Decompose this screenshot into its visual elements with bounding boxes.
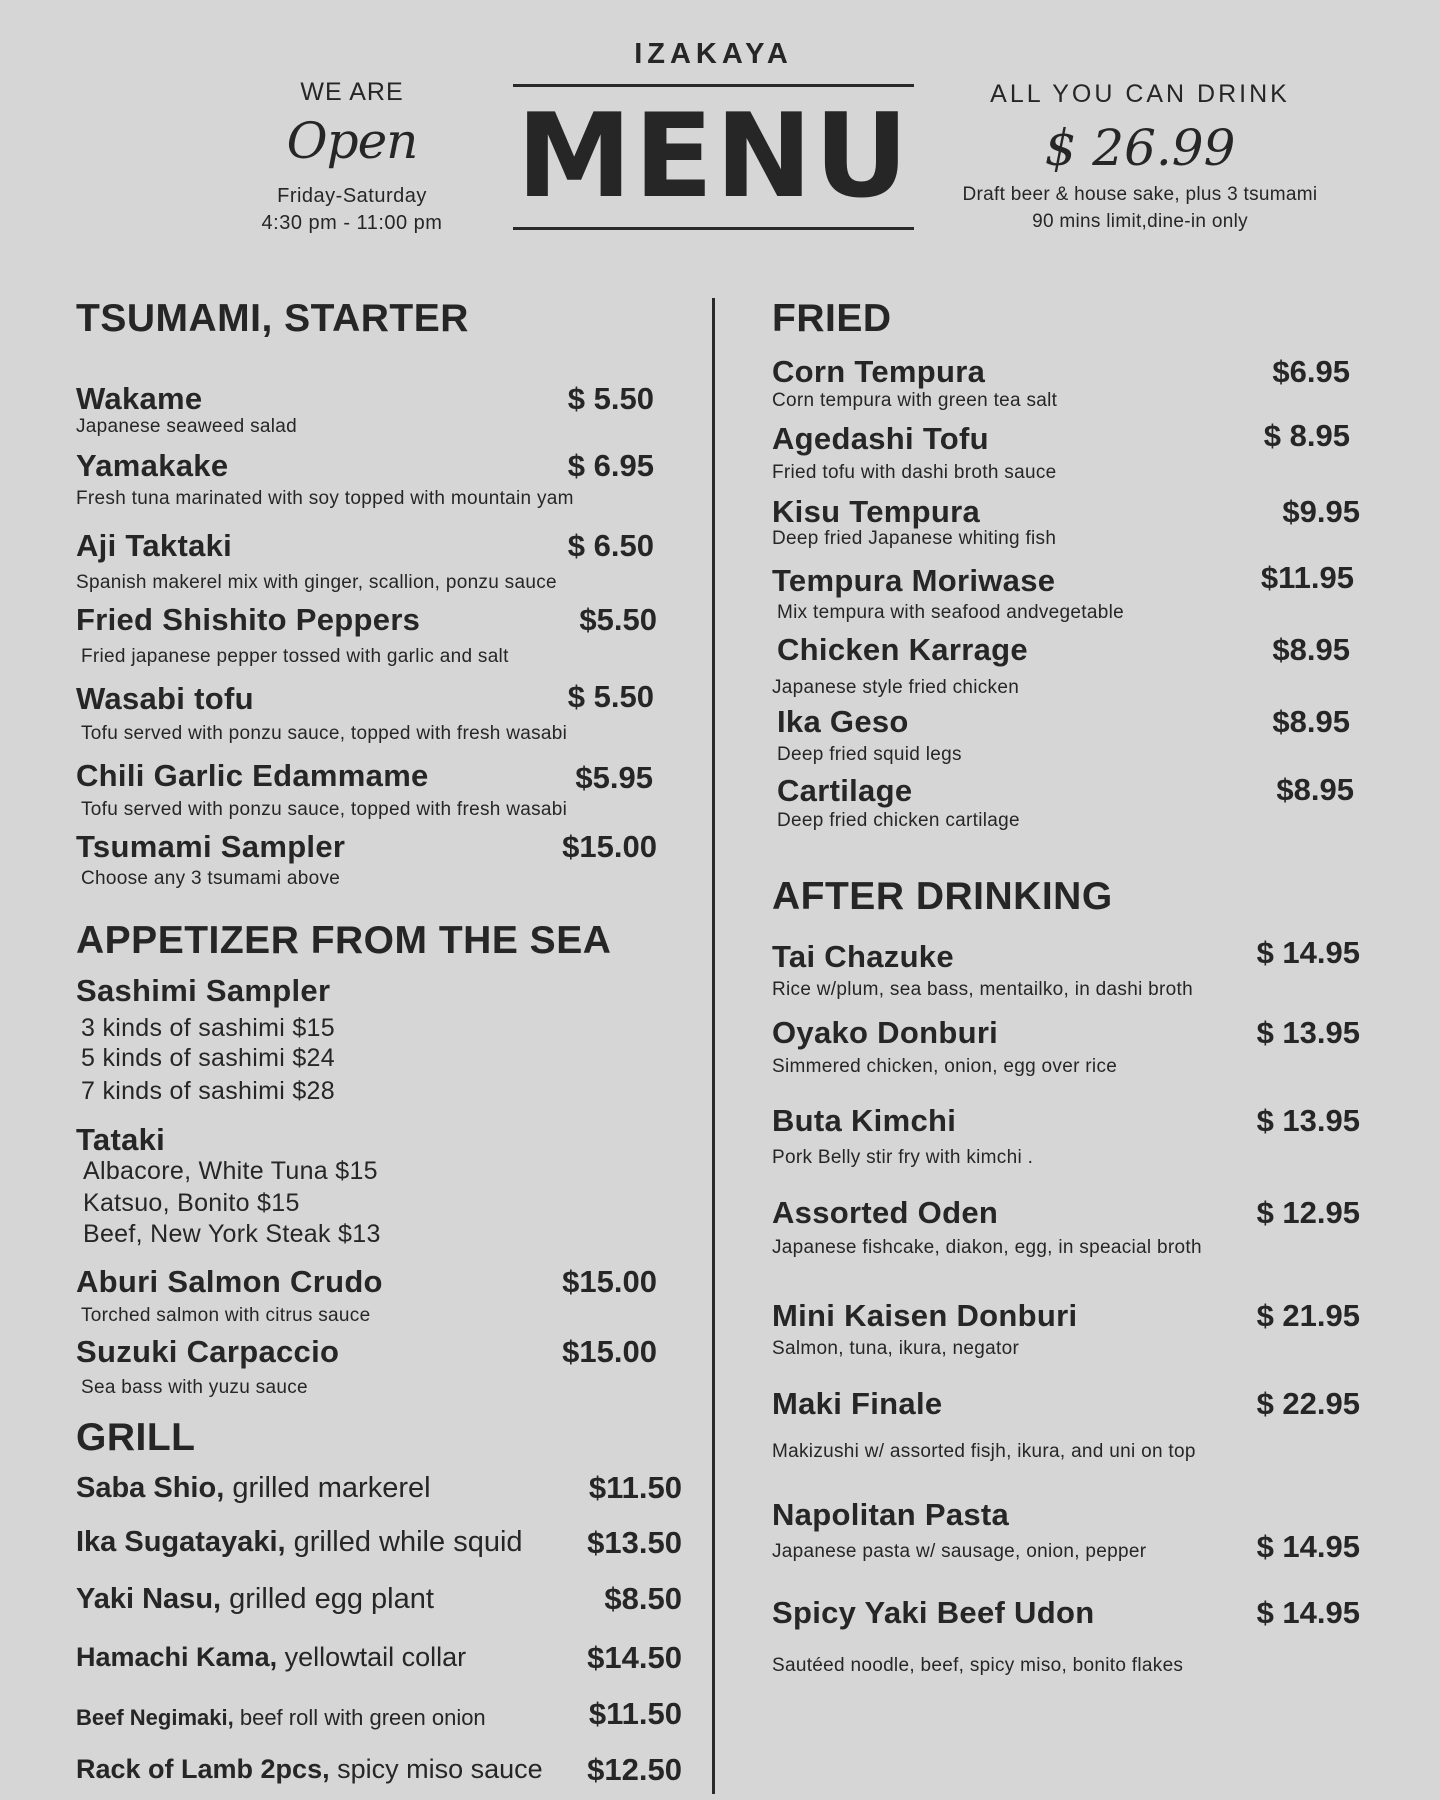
menu-item-price: $ 5.50 (567, 679, 654, 714)
menu-item-name: Assorted Oden (772, 1195, 999, 1230)
menu-item-name: Spicy Yaki Beef Udon (772, 1595, 1095, 1630)
grill-item-desc: grilled egg plant (221, 1583, 434, 1615)
grill-item-desc: grilled while squid (285, 1526, 523, 1558)
menu-item-name: Chicken Karrage (777, 632, 1028, 667)
menu-item-price: $6.95 (1272, 354, 1350, 389)
menu-item-name: Wakame (76, 381, 203, 416)
menu-item-desc: Rice w/plum, sea bass, mentailko, in dashi broth (772, 979, 1193, 1000)
grill-item-desc: spicy miso sauce (329, 1754, 543, 1784)
menu-item-name: Ika Geso (777, 704, 909, 739)
menu-item-name: Tsumami Sampler (76, 829, 346, 864)
menu-item-price: $8.95 (1272, 632, 1350, 667)
menu-item-name: Aji Taktaki (76, 528, 233, 563)
grill-item (76, 1752, 543, 1786)
page-title: MENU (516, 89, 911, 224)
menu-item-price: $8.95 (1276, 772, 1354, 807)
grill-item-desc: grilled markerel (224, 1472, 431, 1504)
menu-item-price: $ 6.95 (567, 448, 654, 483)
menu-item-price: $ 13.95 (1256, 1103, 1360, 1138)
grill-item (76, 1525, 523, 1559)
menu-item-desc: Fried tofu with dashi broth sauce (772, 462, 1057, 483)
grill-item-desc: beef roll with green onion (233, 1705, 486, 1730)
menu-item-desc: Sea bass with yuzu sauce (81, 1377, 308, 1398)
menu-item-price: $ 22.95 (1256, 1386, 1360, 1421)
menu-item-name: Aburi Salmon Crudo (76, 1264, 383, 1299)
sashimi-option: 3 kinds of sashimi $15 (81, 1014, 335, 1042)
menu-item-name: Sashimi Sampler (76, 973, 331, 1008)
grill-item-name: Hamachi Kama, (76, 1642, 278, 1672)
menu-item-desc: Japanese seaweed salad (76, 416, 298, 437)
open-script: Open (286, 112, 418, 170)
menu-item-name: Tataki (76, 1122, 166, 1157)
menu-item-price: $9.95 (1282, 494, 1360, 529)
title-block (513, 38, 914, 230)
sashimi-option: 7 kinds of sashimi $28 (81, 1077, 335, 1105)
aycd-desc-1: Draft beer & house sake, plus 3 tsumami (962, 184, 1318, 205)
menu-item-price: $ 6.50 (567, 528, 654, 563)
menu-item-name: Tempura Moriwase (772, 563, 1056, 598)
menu-item-price: $5.95 (575, 760, 653, 795)
menu-item-name: Kisu Tempura (772, 494, 981, 529)
grill-item (76, 1582, 434, 1616)
menu-item-desc: Deep fried chicken cartilage (777, 810, 1020, 831)
grill-item (76, 1701, 486, 1735)
tataki-option: Beef, New York Steak $13 (83, 1220, 381, 1248)
menu-item-price: $ 14.95 (1256, 1595, 1360, 1630)
menu-item-name: Mini Kaisen Donburi (772, 1298, 1078, 1333)
grill-item (76, 1471, 431, 1505)
menu-item-price: $11.50 (588, 1696, 682, 1731)
tataki-option: Katsuo, Bonito $15 (83, 1189, 300, 1217)
menu-item-price: $ 21.95 (1256, 1298, 1360, 1333)
title-rule-bottom (513, 227, 914, 230)
menu-item-desc: Tofu served with ponzu sauce, topped with fresh wasabi (81, 799, 568, 820)
menu-item-desc: Deep fried squid legs (777, 744, 962, 765)
menu-item-price: $ 13.95 (1256, 1015, 1360, 1050)
menu-item-name: Cartilage (777, 773, 913, 808)
aycd-desc-2: 90 mins limit,dine-in only (1032, 211, 1248, 232)
menu-item-name: Tai Chazuke (772, 939, 954, 974)
menu-item-name: Oyako Donburi (772, 1015, 999, 1050)
menu-item-desc: Japanese fishcake, diakon, egg, in speacial broth (772, 1237, 1202, 1258)
menu-item-desc: Japanese pasta w/ sausage, onion, pepper (772, 1541, 1147, 1562)
menu-item-name: Napolitan Pasta (772, 1497, 1010, 1532)
menu-item-desc: Deep fried Japanese whiting fish (772, 528, 1057, 549)
section-title-tsumami: TSUMAMI, STARTER (76, 297, 469, 340)
menu-item-name: Agedashi Tofu (772, 421, 989, 456)
menu-item-desc: Simmered chicken, onion, egg over rice (772, 1056, 1118, 1077)
menu-item-name: Suzuki Carpaccio (76, 1334, 340, 1369)
menu-item-desc: Corn tempura with green tea salt (772, 390, 1058, 411)
menu-item-price: $15.00 (562, 1334, 657, 1369)
menu-item-desc: Spanish makerel mix with ginger, scallion, ponzu sauce (76, 572, 557, 593)
section-title-after-drinking: AFTER DRINKING (772, 875, 1113, 918)
menu-item-price: $15.00 (562, 829, 657, 864)
menu-item-name: Maki Finale (772, 1386, 943, 1421)
aycd-price: $ 26.99 (1044, 119, 1236, 177)
menu-item-name: Buta Kimchi (772, 1103, 957, 1138)
menu-item-desc: Sautéed noodle, beef, spicy miso, bonito flakes (772, 1655, 1184, 1676)
grill-item-name: Saba Shio, (76, 1472, 225, 1504)
drink-block (932, 80, 1348, 235)
sashimi-option: 5 kinds of sashimi $24 (81, 1044, 335, 1072)
grill-item-name: Beef Negimaki, (76, 1705, 234, 1730)
brand-label: IZAKAYA (634, 38, 793, 70)
grill-item (76, 1640, 466, 1674)
menu-item-price: $11.50 (588, 1470, 682, 1505)
menu-item-name: Fried Shishito Peppers (76, 602, 421, 637)
grill-item-desc: yellowtail collar (277, 1642, 467, 1672)
menu-item-desc: Fresh tuna marinated with soy topped with mountain yam (76, 488, 574, 509)
menu-item-name: Corn Tempura (772, 354, 986, 389)
menu-item-price: $5.50 (579, 602, 657, 637)
section-title-grill: GRILL (76, 1416, 196, 1459)
menu-item-desc: Pork Belly stir fry with kimchi . (772, 1147, 1034, 1168)
menu-item-desc: Choose any 3 tsumami above (81, 868, 341, 889)
grill-item-name: Ika Sugatayaki, (76, 1526, 286, 1558)
aycd-label: ALL YOU CAN DRINK (990, 80, 1290, 108)
menu-item-desc: Salmon, tuna, ikura, negator (772, 1338, 1020, 1359)
menu-item-desc: Fried japanese pepper tossed with garlic and salt (81, 646, 509, 667)
menu-item-price: $ 14.95 (1256, 1529, 1360, 1564)
menu-item-price: $11.95 (1260, 560, 1354, 595)
menu-item-desc: Tofu served with ponzu sauce, topped with fresh wasabi (81, 723, 568, 744)
menu-item-price: $8.50 (604, 1581, 682, 1616)
section-title-sea: APPETIZER FROM THE SEA (76, 919, 612, 962)
hours-block (232, 78, 472, 237)
menu-item-desc: Mix tempura with seafood andvegetable (777, 602, 1124, 623)
menu-item-price: $15.00 (562, 1264, 657, 1299)
menu-item-price: $ 8.95 (1263, 418, 1350, 453)
menu-item-price: $14.50 (587, 1640, 682, 1675)
open-hours: 4:30 pm - 11:00 pm (261, 212, 443, 234)
open-days: Friday-Saturday (277, 185, 427, 207)
menu-item-name: Yamakake (76, 448, 229, 483)
menu-item-price: $13.50 (587, 1525, 682, 1560)
menu-item-price: $ 12.95 (1256, 1195, 1360, 1230)
menu-item-price: $ 5.50 (567, 381, 654, 416)
grill-item-name: Yaki Nasu, (76, 1583, 222, 1615)
menu-item-desc: Makizushi w/ assorted fisjh, ikura, and uni on top (772, 1441, 1196, 1462)
menu-item-price: $8.95 (1272, 704, 1350, 739)
menu-item-name: Chili Garlic Edammame (76, 758, 429, 793)
menu-item-desc: Japanese style fried chicken (772, 677, 1020, 698)
menu-item-price: $12.50 (587, 1752, 682, 1787)
we-are-label: WE ARE (300, 78, 404, 106)
grill-item-name: Rack of Lamb 2pcs, (76, 1754, 330, 1784)
tataki-option: Albacore, White Tuna $15 (83, 1157, 378, 1185)
menu-item-desc: Torched salmon with citrus sauce (81, 1305, 371, 1326)
menu-item-price: $ 14.95 (1256, 935, 1360, 970)
section-title-fried: FRIED (772, 297, 892, 340)
column-divider (712, 298, 715, 1794)
menu-item-name: Wasabi tofu (76, 681, 254, 716)
